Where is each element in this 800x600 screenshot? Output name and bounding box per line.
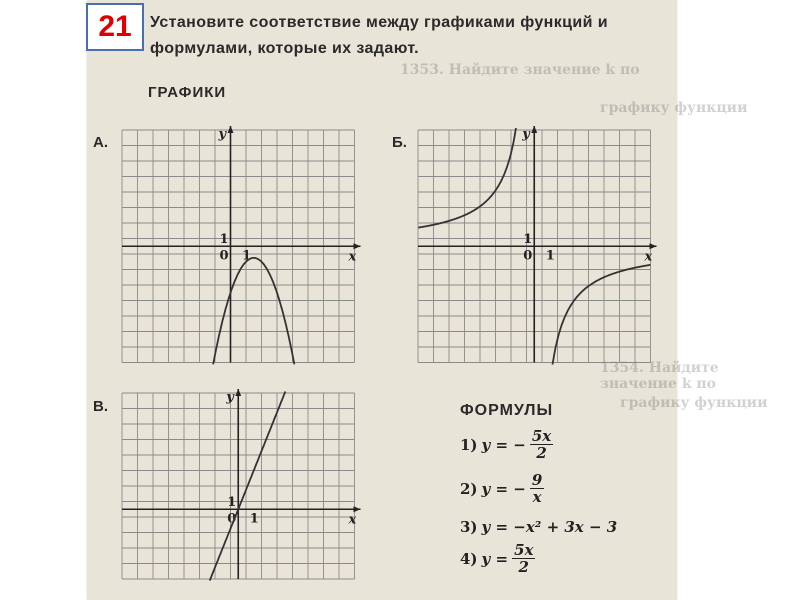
unit-x-label: 1 bbox=[242, 248, 252, 264]
graph-b-hyperbola bbox=[418, 127, 664, 362]
bleed-through-text: графику функции bbox=[620, 395, 768, 411]
formulas-title: ФОРМУЛЫ bbox=[460, 402, 554, 419]
y-axis-label: y bbox=[218, 127, 227, 142]
graph-a-label: А. bbox=[93, 134, 108, 151]
formula-1-fraction bbox=[530, 428, 553, 461]
unit-x-label: 1 bbox=[545, 248, 555, 264]
formula-1-lhs: y = − bbox=[481, 435, 526, 454]
unit-y-label: 1 bbox=[227, 494, 237, 510]
origin-label: 0 bbox=[523, 248, 533, 264]
x-axis-label: x bbox=[348, 249, 357, 265]
function-curve bbox=[553, 265, 651, 365]
formula-4 bbox=[460, 542, 535, 575]
x-axis-label: x bbox=[644, 249, 653, 265]
formula-1 bbox=[460, 428, 553, 461]
graph-a-parabola bbox=[122, 127, 368, 362]
formula-2 bbox=[460, 472, 544, 505]
graph-v-label: В. bbox=[93, 398, 108, 415]
formula-4-denominator: 2 bbox=[518, 558, 529, 576]
unit-y-label: 1 bbox=[523, 231, 533, 247]
origin-label: 0 bbox=[219, 248, 229, 264]
formula-4-number: 4) bbox=[460, 549, 478, 568]
bleed-through-text: графику функции bbox=[600, 100, 748, 116]
formula-3-text: y = −x² + 3x − 3 bbox=[481, 518, 618, 536]
graphs-title: ГРАФИКИ bbox=[148, 84, 227, 101]
x-axis-label: x bbox=[348, 512, 357, 528]
origin-label: 0 bbox=[227, 511, 237, 527]
graph-v-line bbox=[122, 390, 368, 590]
unit-x-label: 1 bbox=[249, 511, 259, 527]
formula-2-numerator: 9 bbox=[531, 471, 543, 489]
task-number-badge bbox=[86, 3, 144, 51]
bleed-through-text: 1354. Найдите значение k по bbox=[600, 360, 719, 392]
y-axis-label: y bbox=[226, 390, 234, 405]
formula-4-fraction bbox=[512, 542, 535, 575]
formula-2-denominator: x bbox=[532, 488, 542, 506]
task-number: 21 bbox=[98, 10, 132, 43]
unit-y-label: 1 bbox=[219, 231, 229, 247]
formula-2-fraction bbox=[530, 472, 544, 505]
formula-1-denominator: 2 bbox=[536, 444, 547, 462]
formula-4-lhs: y = bbox=[481, 549, 509, 568]
formula-1-numerator: 5x bbox=[531, 427, 552, 445]
formula-4-numerator: 5x bbox=[514, 541, 534, 559]
function-curve bbox=[213, 258, 294, 364]
graph-b-label: Б. bbox=[392, 134, 407, 151]
formula-1-number: 1) bbox=[460, 435, 478, 454]
y-axis-label: y bbox=[522, 127, 530, 142]
bleed-through-text: 1353. Найдите значение k по bbox=[400, 62, 640, 78]
formula-2-number: 2) bbox=[460, 479, 478, 498]
formula-2-lhs: y = − bbox=[481, 479, 526, 498]
formula-3-number: 3) bbox=[460, 518, 478, 536]
task-statement: Установите соответствие между графиками функций и формулами, которые их задают. bbox=[150, 14, 608, 57]
formula-3 bbox=[460, 518, 617, 536]
function-curve bbox=[418, 128, 516, 228]
